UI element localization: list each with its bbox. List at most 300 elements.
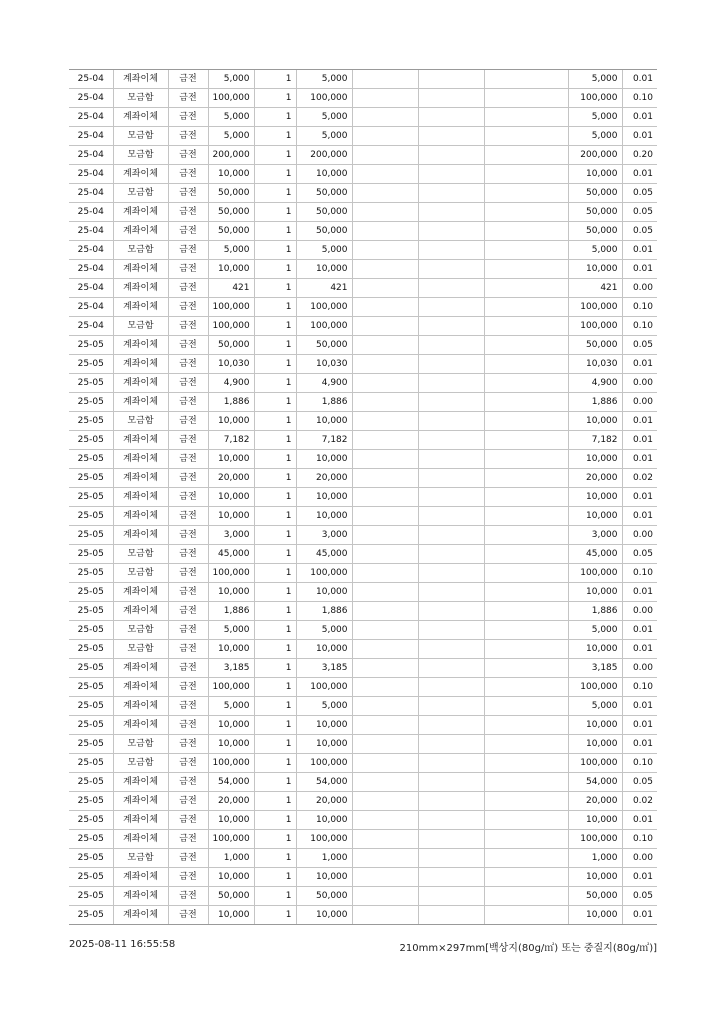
blank-cell-c xyxy=(484,89,568,108)
table-row xyxy=(69,412,657,431)
blank-cell-a xyxy=(352,735,418,754)
unit-amount-cell: 10,000 xyxy=(208,906,254,925)
blank-cell-a xyxy=(352,773,418,792)
total-cell: 200,000 xyxy=(568,146,622,165)
method-cell: 계좌이체 xyxy=(113,222,168,241)
blank-cell-b xyxy=(418,355,484,374)
type-cell: 금전 xyxy=(168,564,208,583)
amount-cell: 1,000 xyxy=(296,849,352,868)
type-cell: 금전 xyxy=(168,754,208,773)
blank-cell-b xyxy=(418,70,484,89)
date-cell: 25-05 xyxy=(69,488,113,507)
table-row xyxy=(69,165,657,184)
total-cell: 20,000 xyxy=(568,469,622,488)
total-cell: 10,000 xyxy=(568,735,622,754)
total-cell: 10,000 xyxy=(568,583,622,602)
total-cell: 5,000 xyxy=(568,108,622,127)
total-cell: 50,000 xyxy=(568,184,622,203)
quantity-cell: 1 xyxy=(254,450,296,469)
total-cell: 421 xyxy=(568,279,622,298)
quantity-cell: 1 xyxy=(254,260,296,279)
table-row xyxy=(69,735,657,754)
blank-cell-a xyxy=(352,469,418,488)
amount-cell: 7,182 xyxy=(296,431,352,450)
table-row xyxy=(69,754,657,773)
table-row xyxy=(69,70,657,89)
unit-amount-cell: 10,000 xyxy=(208,735,254,754)
quantity-cell: 1 xyxy=(254,317,296,336)
type-cell: 금전 xyxy=(168,184,208,203)
blank-cell-a xyxy=(352,754,418,773)
blank-cell-b xyxy=(418,89,484,108)
total-cell: 10,000 xyxy=(568,488,622,507)
table-row xyxy=(69,621,657,640)
ratio-cell: 0.01 xyxy=(622,450,657,469)
type-cell: 금전 xyxy=(168,583,208,602)
table-row xyxy=(69,450,657,469)
table-row xyxy=(69,868,657,887)
blank-cell-a xyxy=(352,279,418,298)
type-cell: 금전 xyxy=(168,906,208,925)
blank-cell-b xyxy=(418,583,484,602)
ratio-cell: 0.01 xyxy=(622,868,657,887)
ratio-cell: 0.01 xyxy=(622,108,657,127)
blank-cell-a xyxy=(352,336,418,355)
amount-cell: 45,000 xyxy=(296,545,352,564)
table-row xyxy=(69,469,657,488)
blank-cell-b xyxy=(418,108,484,127)
blank-cell-c xyxy=(484,469,568,488)
quantity-cell: 1 xyxy=(254,203,296,222)
blank-cell-a xyxy=(352,70,418,89)
blank-cell-a xyxy=(352,716,418,735)
blank-cell-b xyxy=(418,488,484,507)
unit-amount-cell: 10,000 xyxy=(208,507,254,526)
blank-cell-b xyxy=(418,222,484,241)
blank-cell-b xyxy=(418,602,484,621)
ratio-cell: 0.20 xyxy=(622,146,657,165)
date-cell: 25-04 xyxy=(69,279,113,298)
amount-cell: 10,000 xyxy=(296,450,352,469)
date-cell: 25-05 xyxy=(69,583,113,602)
ratio-cell: 0.00 xyxy=(622,659,657,678)
blank-cell-c xyxy=(484,431,568,450)
type-cell: 금전 xyxy=(168,431,208,450)
blank-cell-c xyxy=(484,849,568,868)
total-cell: 100,000 xyxy=(568,317,622,336)
amount-cell: 1,886 xyxy=(296,393,352,412)
date-cell: 25-04 xyxy=(69,89,113,108)
blank-cell-b xyxy=(418,431,484,450)
unit-amount-cell: 10,030 xyxy=(208,355,254,374)
unit-amount-cell: 1,886 xyxy=(208,602,254,621)
table-row xyxy=(69,317,657,336)
blank-cell-c xyxy=(484,336,568,355)
unit-amount-cell: 45,000 xyxy=(208,545,254,564)
method-cell: 계좌이체 xyxy=(113,260,168,279)
blank-cell-a xyxy=(352,906,418,925)
blank-cell-b xyxy=(418,811,484,830)
method-cell: 모금함 xyxy=(113,241,168,260)
type-cell: 금전 xyxy=(168,412,208,431)
table-row xyxy=(69,602,657,621)
quantity-cell: 1 xyxy=(254,716,296,735)
blank-cell-c xyxy=(484,355,568,374)
quantity-cell: 1 xyxy=(254,545,296,564)
unit-amount-cell: 1,886 xyxy=(208,393,254,412)
ratio-cell: 0.00 xyxy=(622,374,657,393)
table-row xyxy=(69,260,657,279)
method-cell: 모금함 xyxy=(113,545,168,564)
blank-cell-b xyxy=(418,412,484,431)
type-cell: 금전 xyxy=(168,526,208,545)
total-cell: 100,000 xyxy=(568,298,622,317)
ratio-cell: 0.00 xyxy=(622,393,657,412)
date-cell: 25-04 xyxy=(69,165,113,184)
unit-amount-cell: 54,000 xyxy=(208,773,254,792)
type-cell: 금전 xyxy=(168,507,208,526)
quantity-cell: 1 xyxy=(254,507,296,526)
table-row xyxy=(69,108,657,127)
amount-cell: 5,000 xyxy=(296,108,352,127)
method-cell: 계좌이체 xyxy=(113,526,168,545)
total-cell: 10,000 xyxy=(568,260,622,279)
date-cell: 25-05 xyxy=(69,450,113,469)
blank-cell-b xyxy=(418,469,484,488)
unit-amount-cell: 5,000 xyxy=(208,621,254,640)
unit-amount-cell: 5,000 xyxy=(208,70,254,89)
quantity-cell: 1 xyxy=(254,165,296,184)
unit-amount-cell: 100,000 xyxy=(208,754,254,773)
amount-cell: 1,886 xyxy=(296,602,352,621)
total-cell: 10,000 xyxy=(568,716,622,735)
table-row xyxy=(69,279,657,298)
method-cell: 모금함 xyxy=(113,127,168,146)
blank-cell-a xyxy=(352,621,418,640)
quantity-cell: 1 xyxy=(254,811,296,830)
amount-cell: 421 xyxy=(296,279,352,298)
blank-cell-b xyxy=(418,830,484,849)
amount-cell: 10,000 xyxy=(296,260,352,279)
type-cell: 금전 xyxy=(168,659,208,678)
table-row xyxy=(69,203,657,222)
ratio-cell: 0.10 xyxy=(622,89,657,108)
date-cell: 25-04 xyxy=(69,146,113,165)
quantity-cell: 1 xyxy=(254,336,296,355)
ledger-body xyxy=(69,70,657,925)
total-cell: 5,000 xyxy=(568,127,622,146)
date-cell: 25-05 xyxy=(69,830,113,849)
date-cell: 25-04 xyxy=(69,70,113,89)
table-row xyxy=(69,564,657,583)
date-cell: 25-05 xyxy=(69,621,113,640)
ratio-cell: 0.00 xyxy=(622,849,657,868)
amount-cell: 10,030 xyxy=(296,355,352,374)
type-cell: 금전 xyxy=(168,108,208,127)
method-cell: 모금함 xyxy=(113,735,168,754)
quantity-cell: 1 xyxy=(254,830,296,849)
type-cell: 금전 xyxy=(168,70,208,89)
date-cell: 25-05 xyxy=(69,697,113,716)
type-cell: 금전 xyxy=(168,773,208,792)
quantity-cell: 1 xyxy=(254,241,296,260)
amount-cell: 10,000 xyxy=(296,716,352,735)
blank-cell-b xyxy=(418,526,484,545)
total-cell: 10,000 xyxy=(568,165,622,184)
amount-cell: 10,000 xyxy=(296,640,352,659)
method-cell: 모금함 xyxy=(113,621,168,640)
blank-cell-a xyxy=(352,203,418,222)
quantity-cell: 1 xyxy=(254,526,296,545)
blank-cell-a xyxy=(352,317,418,336)
quantity-cell: 1 xyxy=(254,583,296,602)
method-cell: 계좌이체 xyxy=(113,583,168,602)
method-cell: 계좌이체 xyxy=(113,678,168,697)
amount-cell: 5,000 xyxy=(296,127,352,146)
type-cell: 금전 xyxy=(168,203,208,222)
blank-cell-c xyxy=(484,298,568,317)
amount-cell: 100,000 xyxy=(296,89,352,108)
quantity-cell: 1 xyxy=(254,602,296,621)
blank-cell-c xyxy=(484,127,568,146)
method-cell: 계좌이체 xyxy=(113,469,168,488)
blank-cell-a xyxy=(352,564,418,583)
blank-cell-c xyxy=(484,697,568,716)
unit-amount-cell: 100,000 xyxy=(208,678,254,697)
unit-amount-cell: 100,000 xyxy=(208,317,254,336)
unit-amount-cell: 100,000 xyxy=(208,564,254,583)
date-cell: 25-05 xyxy=(69,868,113,887)
blank-cell-a xyxy=(352,602,418,621)
blank-cell-c xyxy=(484,488,568,507)
total-cell: 1,886 xyxy=(568,393,622,412)
method-cell: 모금함 xyxy=(113,564,168,583)
quantity-cell: 1 xyxy=(254,678,296,697)
date-cell: 25-05 xyxy=(69,431,113,450)
type-cell: 금전 xyxy=(168,165,208,184)
total-cell: 10,000 xyxy=(568,868,622,887)
total-cell: 100,000 xyxy=(568,564,622,583)
blank-cell-a xyxy=(352,298,418,317)
unit-amount-cell: 5,000 xyxy=(208,697,254,716)
unit-amount-cell: 10,000 xyxy=(208,165,254,184)
table-row xyxy=(69,849,657,868)
date-cell: 25-05 xyxy=(69,773,113,792)
table-row xyxy=(69,906,657,925)
quantity-cell: 1 xyxy=(254,887,296,906)
amount-cell: 10,000 xyxy=(296,165,352,184)
total-cell: 100,000 xyxy=(568,754,622,773)
donation-ledger-table xyxy=(69,69,657,925)
quantity-cell: 1 xyxy=(254,108,296,127)
amount-cell: 54,000 xyxy=(296,773,352,792)
type-cell: 금전 xyxy=(168,887,208,906)
method-cell: 모금함 xyxy=(113,146,168,165)
blank-cell-a xyxy=(352,222,418,241)
blank-cell-c xyxy=(484,716,568,735)
blank-cell-a xyxy=(352,431,418,450)
total-cell: 1,886 xyxy=(568,602,622,621)
unit-amount-cell: 4,900 xyxy=(208,374,254,393)
blank-cell-b xyxy=(418,450,484,469)
method-cell: 계좌이체 xyxy=(113,279,168,298)
ratio-cell: 0.05 xyxy=(622,222,657,241)
date-cell: 25-05 xyxy=(69,412,113,431)
blank-cell-b xyxy=(418,716,484,735)
amount-cell: 20,000 xyxy=(296,792,352,811)
type-cell: 금전 xyxy=(168,374,208,393)
amount-cell: 10,000 xyxy=(296,735,352,754)
amount-cell: 10,000 xyxy=(296,488,352,507)
quantity-cell: 1 xyxy=(254,640,296,659)
ratio-cell: 0.01 xyxy=(622,697,657,716)
amount-cell: 10,000 xyxy=(296,811,352,830)
ratio-cell: 0.00 xyxy=(622,602,657,621)
date-cell: 25-05 xyxy=(69,792,113,811)
table-row xyxy=(69,887,657,906)
ratio-cell: 0.10 xyxy=(622,678,657,697)
method-cell: 계좌이체 xyxy=(113,830,168,849)
unit-amount-cell: 50,000 xyxy=(208,203,254,222)
table-row xyxy=(69,393,657,412)
quantity-cell: 1 xyxy=(254,127,296,146)
blank-cell-b xyxy=(418,260,484,279)
blank-cell-a xyxy=(352,849,418,868)
blank-cell-c xyxy=(484,621,568,640)
blank-cell-a xyxy=(352,526,418,545)
date-cell: 25-05 xyxy=(69,355,113,374)
date-cell: 25-04 xyxy=(69,241,113,260)
ratio-cell: 0.01 xyxy=(622,70,657,89)
type-cell: 금전 xyxy=(168,469,208,488)
date-cell: 25-04 xyxy=(69,317,113,336)
blank-cell-a xyxy=(352,184,418,203)
type-cell: 금전 xyxy=(168,621,208,640)
unit-amount-cell: 10,000 xyxy=(208,260,254,279)
table-row xyxy=(69,640,657,659)
type-cell: 금전 xyxy=(168,488,208,507)
date-cell: 25-05 xyxy=(69,849,113,868)
method-cell: 모금함 xyxy=(113,754,168,773)
type-cell: 금전 xyxy=(168,640,208,659)
type-cell: 금전 xyxy=(168,868,208,887)
amount-cell: 5,000 xyxy=(296,621,352,640)
date-cell: 25-05 xyxy=(69,507,113,526)
unit-amount-cell: 10,000 xyxy=(208,716,254,735)
total-cell: 3,185 xyxy=(568,659,622,678)
amount-cell: 100,000 xyxy=(296,678,352,697)
ratio-cell: 0.01 xyxy=(622,412,657,431)
unit-amount-cell: 5,000 xyxy=(208,108,254,127)
method-cell: 모금함 xyxy=(113,317,168,336)
type-cell: 금전 xyxy=(168,355,208,374)
blank-cell-c xyxy=(484,906,568,925)
quantity-cell: 1 xyxy=(254,374,296,393)
blank-cell-c xyxy=(484,260,568,279)
date-cell: 25-04 xyxy=(69,298,113,317)
ratio-cell: 0.10 xyxy=(622,298,657,317)
unit-amount-cell: 10,000 xyxy=(208,640,254,659)
blank-cell-b xyxy=(418,317,484,336)
unit-amount-cell: 7,182 xyxy=(208,431,254,450)
unit-amount-cell: 20,000 xyxy=(208,792,254,811)
quantity-cell: 1 xyxy=(254,773,296,792)
blank-cell-c xyxy=(484,108,568,127)
date-cell: 25-04 xyxy=(69,184,113,203)
ratio-cell: 0.02 xyxy=(622,469,657,488)
blank-cell-c xyxy=(484,146,568,165)
blank-cell-c xyxy=(484,583,568,602)
method-cell: 계좌이체 xyxy=(113,450,168,469)
type-cell: 금전 xyxy=(168,336,208,355)
blank-cell-c xyxy=(484,773,568,792)
blank-cell-a xyxy=(352,868,418,887)
date-cell: 25-05 xyxy=(69,640,113,659)
blank-cell-b xyxy=(418,146,484,165)
method-cell: 계좌이체 xyxy=(113,773,168,792)
blank-cell-b xyxy=(418,203,484,222)
total-cell: 45,000 xyxy=(568,545,622,564)
amount-cell: 5,000 xyxy=(296,697,352,716)
date-cell: 25-05 xyxy=(69,735,113,754)
quantity-cell: 1 xyxy=(254,488,296,507)
date-cell: 25-05 xyxy=(69,716,113,735)
type-cell: 금전 xyxy=(168,222,208,241)
date-cell: 25-05 xyxy=(69,336,113,355)
blank-cell-c xyxy=(484,811,568,830)
ratio-cell: 0.02 xyxy=(622,792,657,811)
ratio-cell: 0.01 xyxy=(622,165,657,184)
blank-cell-c xyxy=(484,222,568,241)
blank-cell-b xyxy=(418,792,484,811)
total-cell: 50,000 xyxy=(568,222,622,241)
ratio-cell: 0.01 xyxy=(622,488,657,507)
blank-cell-b xyxy=(418,621,484,640)
blank-cell-a xyxy=(352,127,418,146)
date-cell: 25-05 xyxy=(69,754,113,773)
blank-cell-a xyxy=(352,811,418,830)
table-row xyxy=(69,146,657,165)
date-cell: 25-05 xyxy=(69,393,113,412)
blank-cell-b xyxy=(418,545,484,564)
amount-cell: 100,000 xyxy=(296,564,352,583)
total-cell: 5,000 xyxy=(568,70,622,89)
quantity-cell: 1 xyxy=(254,412,296,431)
date-cell: 25-05 xyxy=(69,906,113,925)
blank-cell-c xyxy=(484,792,568,811)
table-row xyxy=(69,89,657,108)
table-row xyxy=(69,184,657,203)
method-cell: 계좌이체 xyxy=(113,336,168,355)
blank-cell-a xyxy=(352,393,418,412)
amount-cell: 50,000 xyxy=(296,222,352,241)
unit-amount-cell: 3,000 xyxy=(208,526,254,545)
total-cell: 3,000 xyxy=(568,526,622,545)
ratio-cell: 0.01 xyxy=(622,906,657,925)
blank-cell-b xyxy=(418,849,484,868)
method-cell: 모금함 xyxy=(113,640,168,659)
blank-cell-c xyxy=(484,602,568,621)
amount-cell: 5,000 xyxy=(296,70,352,89)
total-cell: 7,182 xyxy=(568,431,622,450)
unit-amount-cell: 5,000 xyxy=(208,241,254,260)
ratio-cell: 0.01 xyxy=(622,583,657,602)
blank-cell-c xyxy=(484,526,568,545)
type-cell: 금전 xyxy=(168,393,208,412)
blank-cell-a xyxy=(352,697,418,716)
quantity-cell: 1 xyxy=(254,431,296,450)
total-cell: 5,000 xyxy=(568,241,622,260)
